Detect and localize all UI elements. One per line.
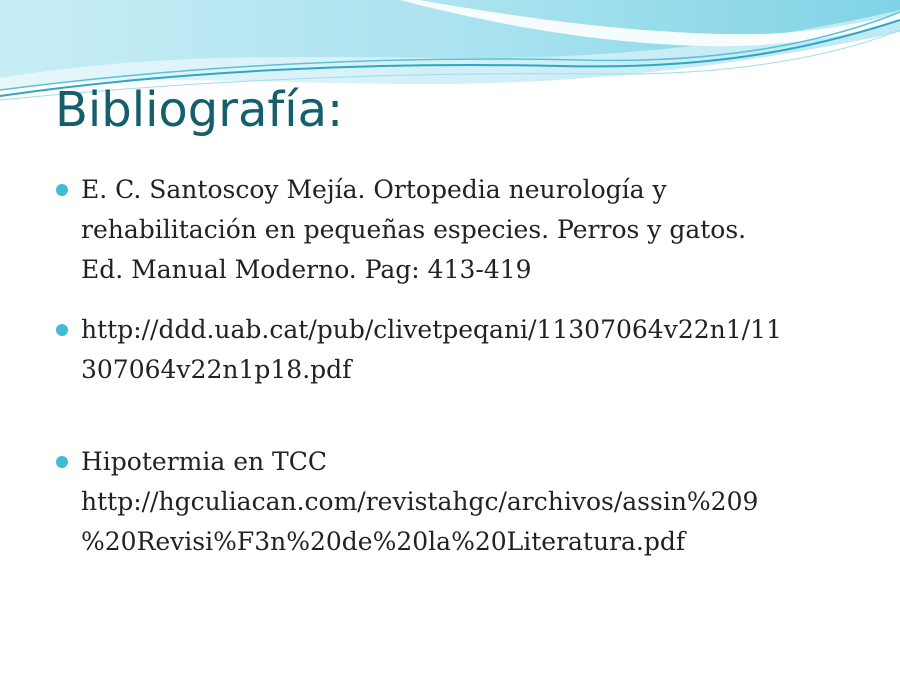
- bibliography-link-line[interactable]: http://ddd.uab.cat/pub/clivetpeqani/11307064v22n1/11: [81, 315, 782, 344]
- slide-title: Bibliografía:: [55, 82, 344, 138]
- bibliography-text-line: Hipotermia en TCC: [81, 447, 327, 476]
- bibliography-text-line: rehabilitación en pequeñas especies. Perros y gatos.: [81, 215, 747, 244]
- bibliography-item: [56, 310, 856, 442]
- bullet-dot-icon: [56, 456, 68, 468]
- bullet-dot-icon: [56, 184, 68, 196]
- bullet-dot-icon: [56, 324, 68, 336]
- bibliography-item: [56, 442, 856, 562]
- bibliography-text-line: Ed. Manual Moderno. Pag: 413-419: [81, 255, 532, 284]
- bibliography-list: [56, 170, 856, 562]
- bibliography-link-line[interactable]: 307064v22n1p18.pdf: [81, 355, 352, 384]
- bibliography-item: [56, 170, 856, 310]
- bibliography-link-line[interactable]: %20Revisi%F3n%20de%20la%20Literatura.pdf: [81, 527, 686, 556]
- bibliography-link-line[interactable]: http://hgculiacan.com/revistahgc/archivos/assin%209: [81, 487, 759, 516]
- bibliography-text-line: E. C. Santoscoy Mejía. Ortopedia neurología y: [81, 175, 667, 204]
